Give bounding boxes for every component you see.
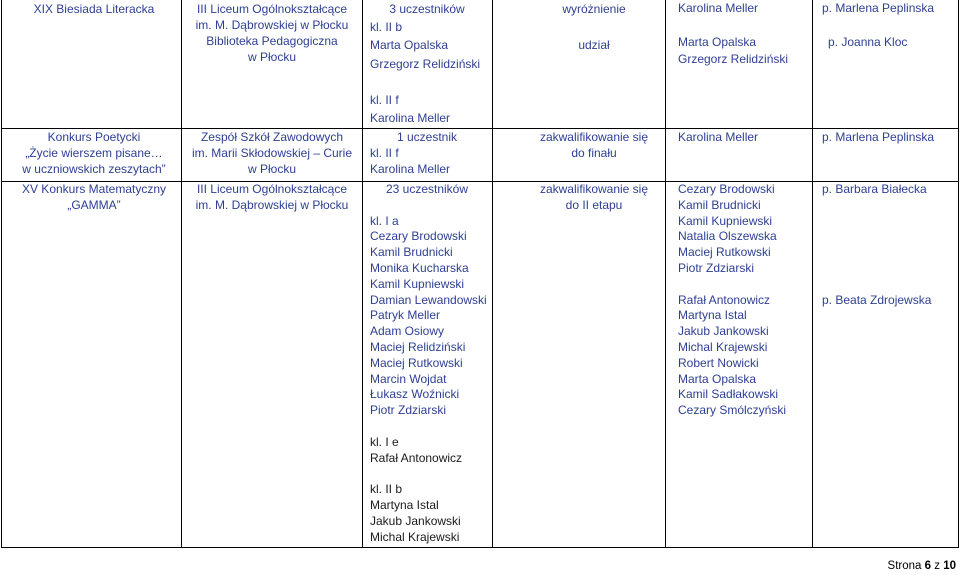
participants-count: 3 uczestników — [389, 2, 465, 16]
class-label: kl. I e — [370, 434, 399, 449]
participant-name: Rafał Antonowicz — [370, 450, 463, 465]
blank-line — [822, 277, 958, 293]
organizer-line: III Liceum Ogólnokształcące — [196, 2, 348, 16]
participant-name: Cezary Brodowski — [370, 229, 467, 244]
participant-name: Łukasz Woźnicki — [370, 387, 460, 402]
competition-line: Konkurs Poetycki — [47, 130, 141, 144]
participant-name: Grzegorz Relidziński — [370, 56, 481, 71]
awarded-name: Kamil Sadłakowski — [678, 387, 779, 402]
cell-awarded — [678, 182, 812, 419]
blank-line — [362, 73, 492, 91]
competition-line: „Życie wierszem pisane… — [25, 146, 163, 161]
class-label: kl. I a — [370, 213, 399, 228]
participants-count: 1 uczestnik — [396, 130, 458, 144]
cell-result — [506, 129, 682, 161]
result-line: udział — [578, 38, 610, 53]
cell-participants — [362, 129, 492, 178]
organizer-line: Biblioteka Pedagogiczna — [206, 34, 338, 48]
organizer-line: w Płocku — [247, 162, 297, 177]
participant-name: Martyna Istal — [370, 497, 439, 512]
blank-line — [678, 17, 812, 34]
blank-line — [362, 419, 492, 435]
participant-name: Patryk Meller — [370, 308, 441, 323]
result-line: wyróżnienie — [562, 2, 626, 16]
awarded-name: Maciej Rutkowski — [678, 245, 771, 260]
participant-name: Karolina Meller — [370, 162, 451, 177]
competition-line: XIX Biesiada Literacka — [33, 2, 155, 16]
awarded-name: Cezary Brodowski — [678, 182, 775, 196]
cell-organizer — [182, 182, 362, 214]
cell-result — [506, 182, 682, 214]
footer-page-label: Strona — [887, 560, 922, 572]
organizer-line: w Płocku — [247, 50, 297, 64]
participant-name: Michal Krajewski — [370, 529, 460, 544]
table-border-horizontal — [1, 547, 959, 548]
blank-line — [822, 261, 958, 277]
cell-awarded — [678, 129, 812, 145]
blank-line — [822, 198, 958, 214]
class-label: kl. II f — [370, 146, 399, 161]
awarded-name: Cezary Smólczyński — [678, 403, 787, 418]
cell-awarded — [678, 0, 812, 68]
footer-of-label: z — [934, 560, 940, 572]
result-line: zakwalifikowanie się — [539, 182, 649, 196]
blank-line — [678, 277, 812, 293]
blank-line — [506, 18, 682, 36]
awarded-name: Robert Nowicki — [678, 355, 759, 370]
participant-name: Damian Lewandowski — [370, 292, 487, 307]
cell-teacher — [822, 0, 958, 51]
organizer-line: III Liceum Ogólnokształcące — [196, 182, 348, 196]
participant-name: Maciej Relidziński — [370, 339, 466, 354]
participant-name: Marta Opalska — [370, 38, 449, 53]
awarded-name: Marta Opalska — [678, 371, 757, 386]
blank-line — [822, 17, 958, 34]
competition-line: „GAMMA” — [67, 197, 121, 212]
teacher-name: p. Marlena Peplinska — [822, 130, 935, 144]
participant-name: Kamil Kupniewski — [370, 276, 465, 291]
participant-name: Marcin Wojdat — [370, 371, 447, 386]
table-border-vertical — [812, 0, 813, 548]
cell-competition — [8, 129, 180, 178]
organizer-line: im. Marii Skłodowskiej – Curie — [191, 146, 353, 161]
participant-name: Piotr Zdziarski — [370, 403, 447, 418]
result-line: do finału — [571, 146, 617, 161]
awarded-name: Marta Opalska — [678, 35, 757, 49]
teacher-name: p. Barbara Białecka — [822, 182, 927, 196]
blank-line — [362, 198, 492, 214]
footer-page-total: 10 — [943, 560, 956, 572]
awarded-name: Michal Krajewski — [678, 339, 768, 354]
teacher-name: p. Joanna Kloc — [828, 35, 908, 49]
awarded-name: Piotr Zdziarski — [678, 260, 755, 275]
participant-name: Adam Osiowy — [370, 324, 445, 339]
organizer-line: Zespół Szkół Zawodowych — [200, 130, 344, 144]
cell-result — [506, 0, 682, 55]
awarded-name: Karolina Meller — [678, 1, 759, 15]
awarded-name: Jakub Jankowski — [678, 324, 769, 339]
awarded-name: Grzegorz Relidziński — [678, 52, 789, 66]
class-label: kl. II b — [370, 20, 403, 35]
result-line: do II etapu — [565, 197, 623, 212]
cell-competition — [8, 182, 180, 214]
blank-line — [362, 466, 492, 482]
participant-name: Karolina Meller — [370, 111, 451, 126]
cell-teacher — [822, 129, 958, 145]
awarded-name: Kamil Kupniewski — [678, 213, 773, 228]
cell-organizer — [182, 129, 362, 178]
participants-count: 23 uczestników — [385, 182, 469, 196]
page-footer — [888, 559, 956, 573]
awarded-name: Kamil Brudnicki — [678, 197, 761, 212]
footer-page-number: 6 — [924, 560, 932, 572]
participant-name: Kamil Brudnicki — [370, 245, 453, 260]
participant-name: Jakub Jankowski — [370, 513, 461, 528]
awarded-name: Martyna Istal — [678, 308, 747, 323]
cell-participants — [362, 0, 492, 127]
table-border-vertical — [492, 0, 493, 548]
participant-name: Maciej Rutkowski — [370, 355, 463, 370]
result-line: zakwalifikowanie się — [539, 130, 649, 144]
class-label: kl. II b — [370, 482, 403, 497]
awarded-name: Karolina Meller — [678, 130, 759, 144]
blank-line — [822, 245, 958, 261]
table-border-vertical — [958, 0, 959, 548]
teacher-name: p. Beata Zdrojewska — [822, 292, 932, 307]
competition-line: XV Konkurs Matematyczny — [21, 182, 167, 196]
table-border-vertical — [181, 0, 182, 548]
cell-participants — [362, 182, 492, 545]
organizer-line: im. M. Dąbrowskiej w Płocku — [195, 197, 349, 212]
table-border-vertical — [1, 0, 2, 548]
organizer-line: im. M. Dąbrowskiej w Płocku — [195, 18, 349, 32]
blank-line — [822, 229, 958, 245]
participant-name: Monika Kucharska — [370, 260, 469, 275]
cell-organizer — [182, 1, 362, 65]
awarded-name: Natalia Olszewska — [678, 229, 777, 244]
table-border-vertical — [665, 0, 666, 548]
teacher-name: p. Marlena Peplinska — [822, 1, 935, 15]
cell-competition — [8, 1, 180, 17]
awarded-name: Rafał Antonowicz — [678, 292, 771, 307]
cell-teacher — [822, 182, 958, 308]
blank-line — [822, 214, 958, 230]
competition-line: w uczniowskich zeszytach” — [22, 162, 166, 177]
class-label: kl. II f — [370, 93, 399, 108]
